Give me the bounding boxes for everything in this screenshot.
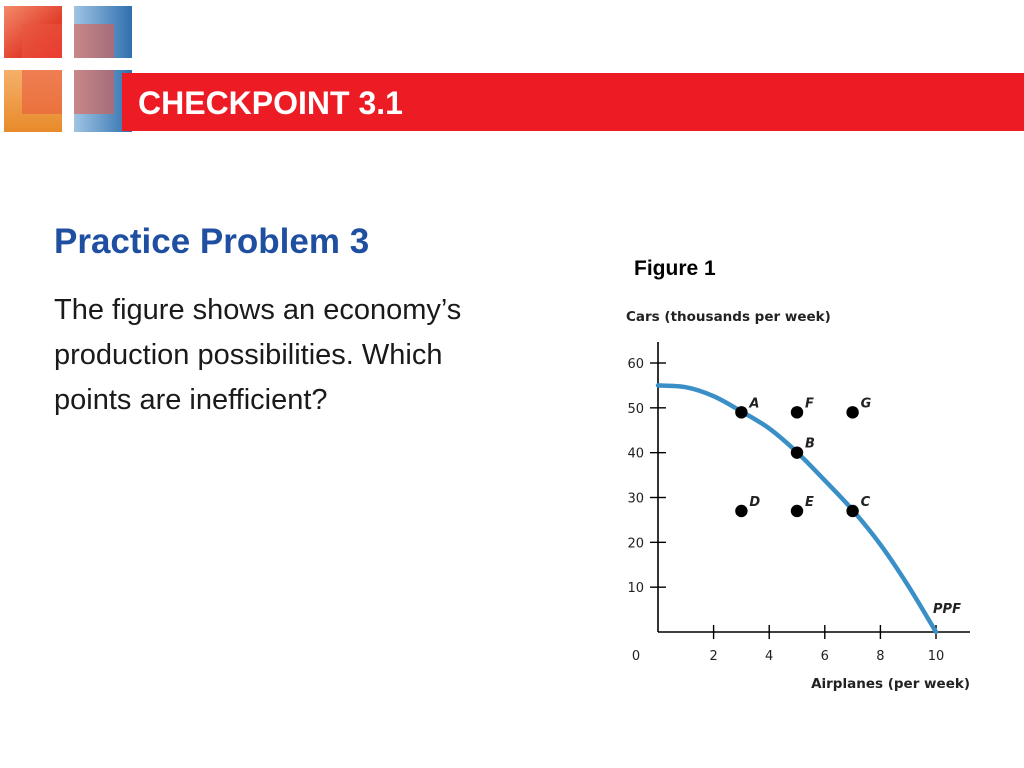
ppf-curve-label: PPF [933, 602, 961, 617]
y-tick-label: 50 [627, 401, 644, 417]
point-f-marker [791, 406, 803, 418]
y-axis-label: Cars (thousands per week) [626, 309, 831, 325]
point-a-marker [735, 406, 747, 418]
x-tick-label: 8 [876, 649, 885, 664]
point-d-marker [735, 505, 747, 517]
point-e-label: E [805, 494, 814, 510]
point-d-label: D [749, 494, 761, 510]
x-tick-label: 4 [765, 649, 774, 664]
point-g-label: G [860, 396, 872, 412]
origin-label: 0 [631, 649, 641, 664]
y-tick-label: 20 [627, 536, 644, 552]
x-axis-label: Airplanes (per week) [811, 676, 970, 692]
point-b-marker [791, 446, 803, 458]
y-tick-label: 60 [627, 357, 644, 372]
y-tick-label: 10 [627, 581, 644, 597]
point-g-marker [846, 406, 858, 418]
x-tick-label: 10 [927, 649, 945, 664]
ppf-chart [600, 290, 1000, 700]
point-f-label: F [805, 396, 814, 412]
point-c-label: C [860, 494, 871, 510]
y-tick-label: 30 [627, 491, 644, 507]
x-tick-label: 2 [709, 649, 718, 664]
page-title: CHECKPOINT 3.1 [138, 85, 403, 121]
point-c-marker [846, 505, 858, 517]
point-b-label: B [805, 436, 815, 452]
x-tick-label: 6 [820, 649, 829, 664]
point-a-label: A [749, 396, 760, 412]
y-tick-label: 40 [627, 446, 644, 462]
problem-title: Practice Problem 3 [54, 222, 370, 261]
point-e-marker [791, 505, 803, 517]
figure-label: Figure 1 [634, 257, 716, 280]
problem-text: The figure shows an economy’s production possibilities. Which points are inefficient? [54, 294, 462, 416]
checkpoint-logo-icon [4, 6, 132, 132]
